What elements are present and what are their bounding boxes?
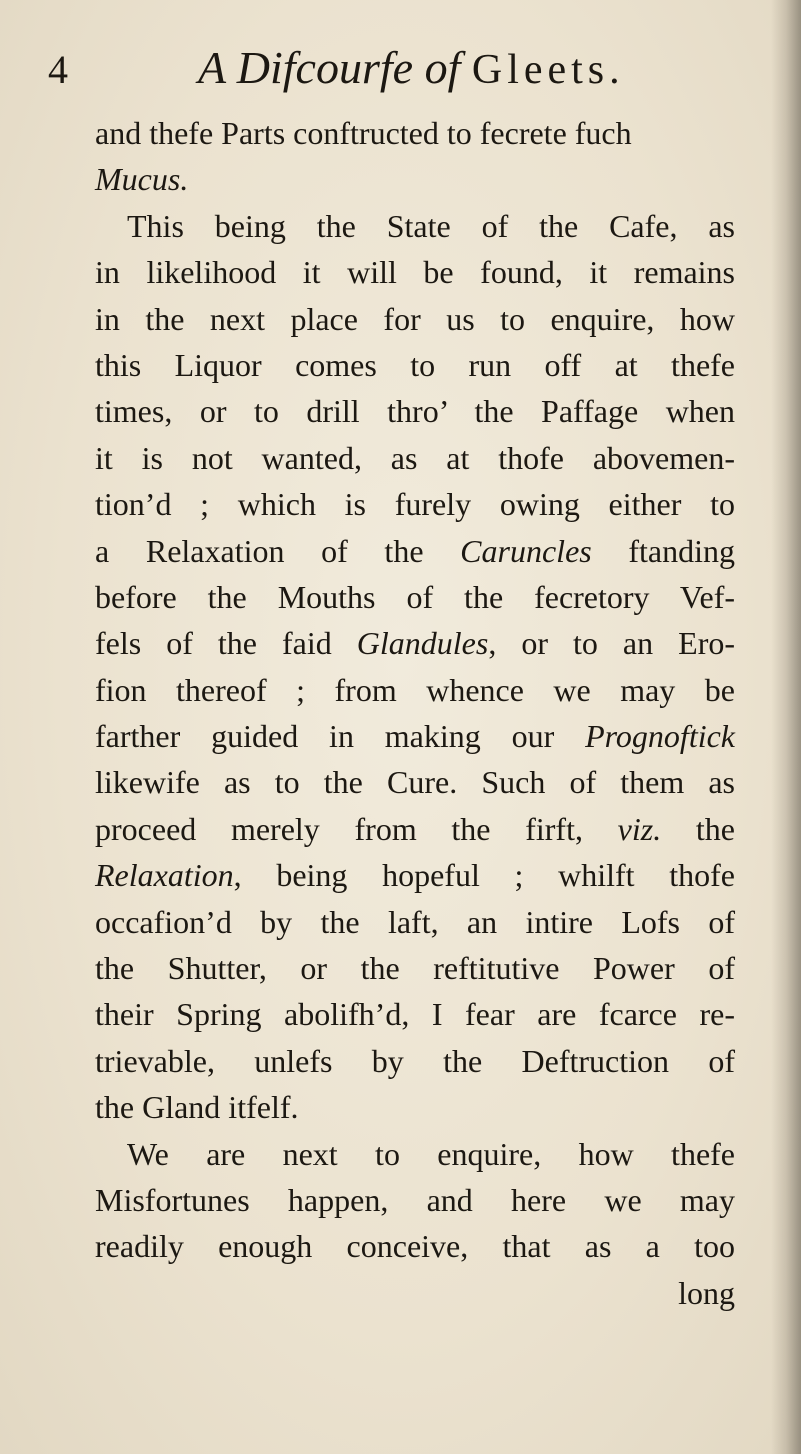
text-line: readily enough conceive, that as a too [95, 1228, 735, 1265]
text-line: tion’d ; which is furely owing either to [95, 486, 735, 523]
page-header [48, 40, 748, 100]
text-line: times, or to drill thro’ the Paffage when [95, 393, 735, 430]
text-line: their Spring abolifh’d, I fear are fcarce re- [95, 996, 735, 1033]
running-title-of: of [424, 42, 461, 93]
running-title-caps: Gleets. [471, 47, 625, 93]
text-line: farther guided in making our Prognoftick [95, 718, 735, 755]
text-line: fion thereof ; from whence we may be [95, 671, 735, 708]
text-line: Mucus. [95, 161, 189, 198]
text-line: it is not wanted, as at thofe abovemen- [95, 439, 735, 476]
text-line: and thefe Parts conftructed to fecrete fuch [95, 115, 632, 151]
text-line: We are next to enquire, how thefe [127, 1135, 735, 1172]
text-line: this Liquor comes to run off at thefe [95, 346, 735, 383]
text-line: proceed merely from the firft, viz. the [95, 810, 736, 847]
page-number: 4 [48, 47, 68, 92]
page-edge-shadow [771, 0, 801, 1454]
catchword: long [678, 1274, 735, 1311]
running-title [198, 40, 625, 98]
text-line: a Relaxation of the Caruncles ftanding [95, 532, 736, 569]
text-line: before the Mouths of the fecretory Vef- [95, 578, 735, 615]
text-line: likewife as to the Cure. Such of them as [95, 764, 735, 801]
text-line: trievable, unlefs by the Deftruction of [95, 1042, 735, 1079]
text-line: occafion’d by the laft, an intire Lofs of [95, 903, 735, 940]
running-title-italic: A Difcourfe [198, 42, 414, 93]
text-line: the Gland itfelf. [95, 1089, 299, 1126]
body-text [95, 110, 735, 1316]
text-line: This being the State of the Cafe, as [127, 207, 735, 244]
text-line: fels of the faid Glandules, or to an Ero- [95, 625, 736, 662]
text-line: in the next place for us to enquire, how [95, 300, 735, 337]
text-line: the Shutter, or the reftitutive Power of [95, 950, 735, 987]
text-line: in likelihood it will be found, it remains [95, 254, 735, 291]
text-line: Relaxation, being hopeful ; whilft thofe [95, 857, 735, 894]
text-line: Misfortunes happen, and here we may [95, 1181, 735, 1218]
